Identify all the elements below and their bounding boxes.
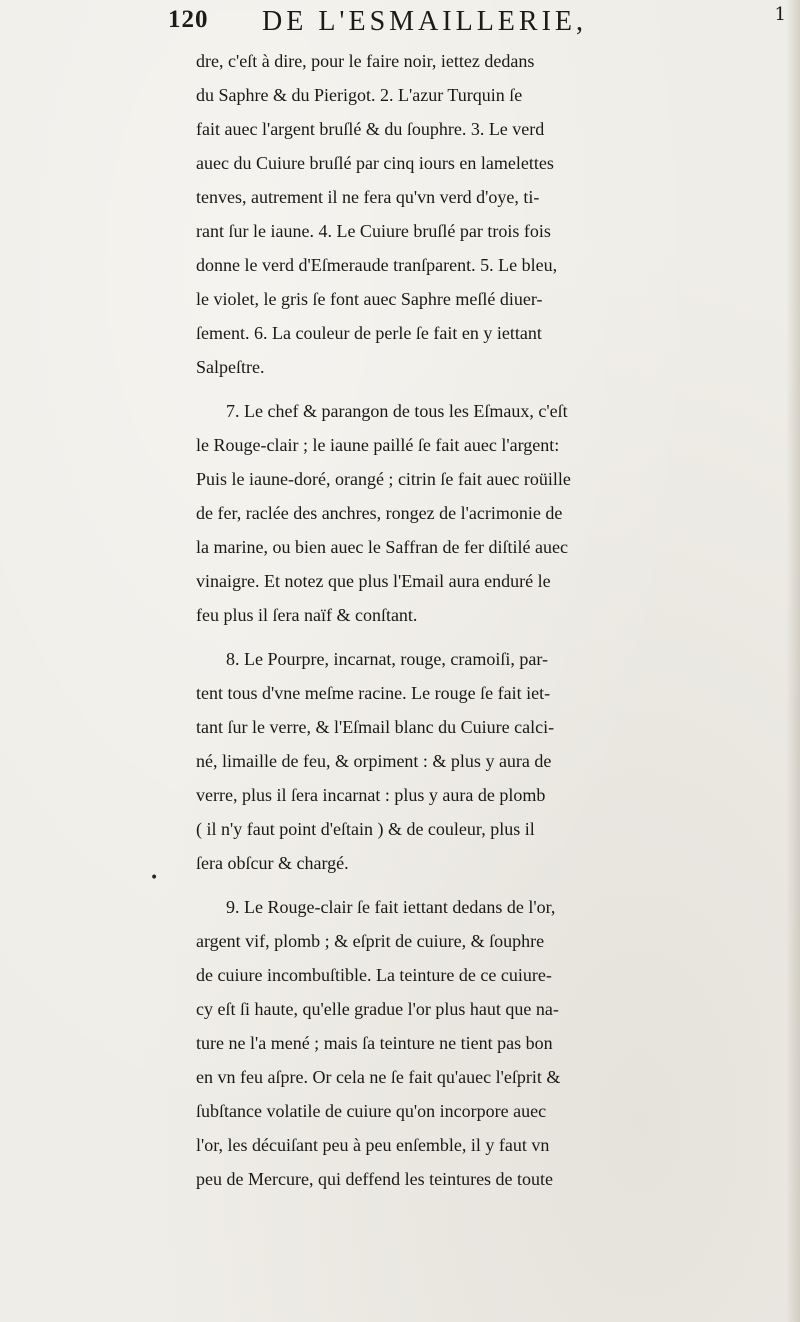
margin-dot: • [150,870,159,886]
text-line: tant ſur le verre, & l'Eſmail blanc du Cuiure calci- [196,717,555,737]
text-line: feu plus il ſera naïf & conſtant. [196,605,418,625]
text-line: cy eſt ſi haute, qu'elle gradue l'or plus haut que na- [196,999,559,1019]
text-line: verre, plus il ſera incarnat : plus y aura de plomb [196,785,546,805]
text-line: Puis le iaune-doré, orangé ; citrin ſe fait auec roüille [196,469,571,489]
text-line: auec du Cuiure bruſlé par cinq iours en lamelettes [196,153,554,173]
text-line: fait auec l'argent bruſlé & du ſouphre. 3. Le verd [196,119,545,139]
text-line: la marine, ou bien auec le Saffran de fer diſtilé auec [196,537,568,557]
text-line: de cuiure incombuſtible. La teinture de ce cuiure- [196,965,552,985]
text-line: né, limaille de feu, & orpiment : & plus y aura de [196,751,552,771]
text-line: tenves, autrement il ne fera qu'vn verd d'oye, ti- [196,187,540,207]
page-number: 120 [168,6,209,33]
text-line: 8. Le Pourpre, incarnat, rouge, cramoiſi, par- [226,649,549,669]
text-line: dre, c'eſt à dire, pour le faire noir, iettez dedans [196,51,535,71]
text-line: vinaigre. Et notez que plus l'Email aura enduré le [196,571,551,591]
text-line: tent tous d'vne meſme racine. Le rouge ſe fait iet- [196,683,551,703]
text-line: Salpeſtre. [196,357,265,377]
text-line: 7. Le chef & parangon de tous les Eſmaux, c'eſt [226,401,568,421]
text-line: ( il n'y faut point d'eſtain ) & de couleur, plus il [196,819,535,839]
corner-mark: 1 [774,4,786,25]
text-line: ture ne l'a mené ; mais ſa teinture ne tient pas bon [196,1033,553,1053]
text-line: l'or, les décuiſant peu à peu enſemble, il y faut vn [196,1135,550,1155]
text-line: ſement. 6. La couleur de perle ſe fait en y iettant [196,323,542,343]
text-line: en vn feu aſpre. Or cela ne ſe fait qu'auec l'eſprit & [196,1067,561,1087]
text-line: ſubſtance volatile de cuiure qu'on incorpore auec [196,1101,547,1121]
text-line: donne le verd d'Eſmeraude tranſparent. 5. Le bleu, [196,255,558,275]
text-line: ſera obſcur & chargé. [196,853,349,873]
text-line: 9. Le Rouge-clair ſe fait iettant dedans de l'or, [226,897,556,917]
text-line: de fer, raclée des anchres, rongez de l'acrimonie de [196,503,563,523]
text-line: du Saphre & du Pierigot. 2. L'azur Turquin ſe [196,85,523,105]
text-line: argent vif, plomb ; & eſprit de cuiure, & ſouphre [196,931,545,951]
text-line: rant ſur le iaune. 4. Le Cuiure bruſlé par trois fois [196,221,551,241]
running-head-title: DE L'ESMAILLERIE, [262,6,588,37]
text-line: peu de Mercure, qui deffend les teintures de toute [196,1169,554,1189]
text-line: le violet, le gris ſe font auec Saphre meſlé diuer- [196,289,543,309]
text-line: le Rouge-clair ; le iaune paillé ſe fait auec l'argent: [196,435,560,455]
running-head [170,6,770,40]
